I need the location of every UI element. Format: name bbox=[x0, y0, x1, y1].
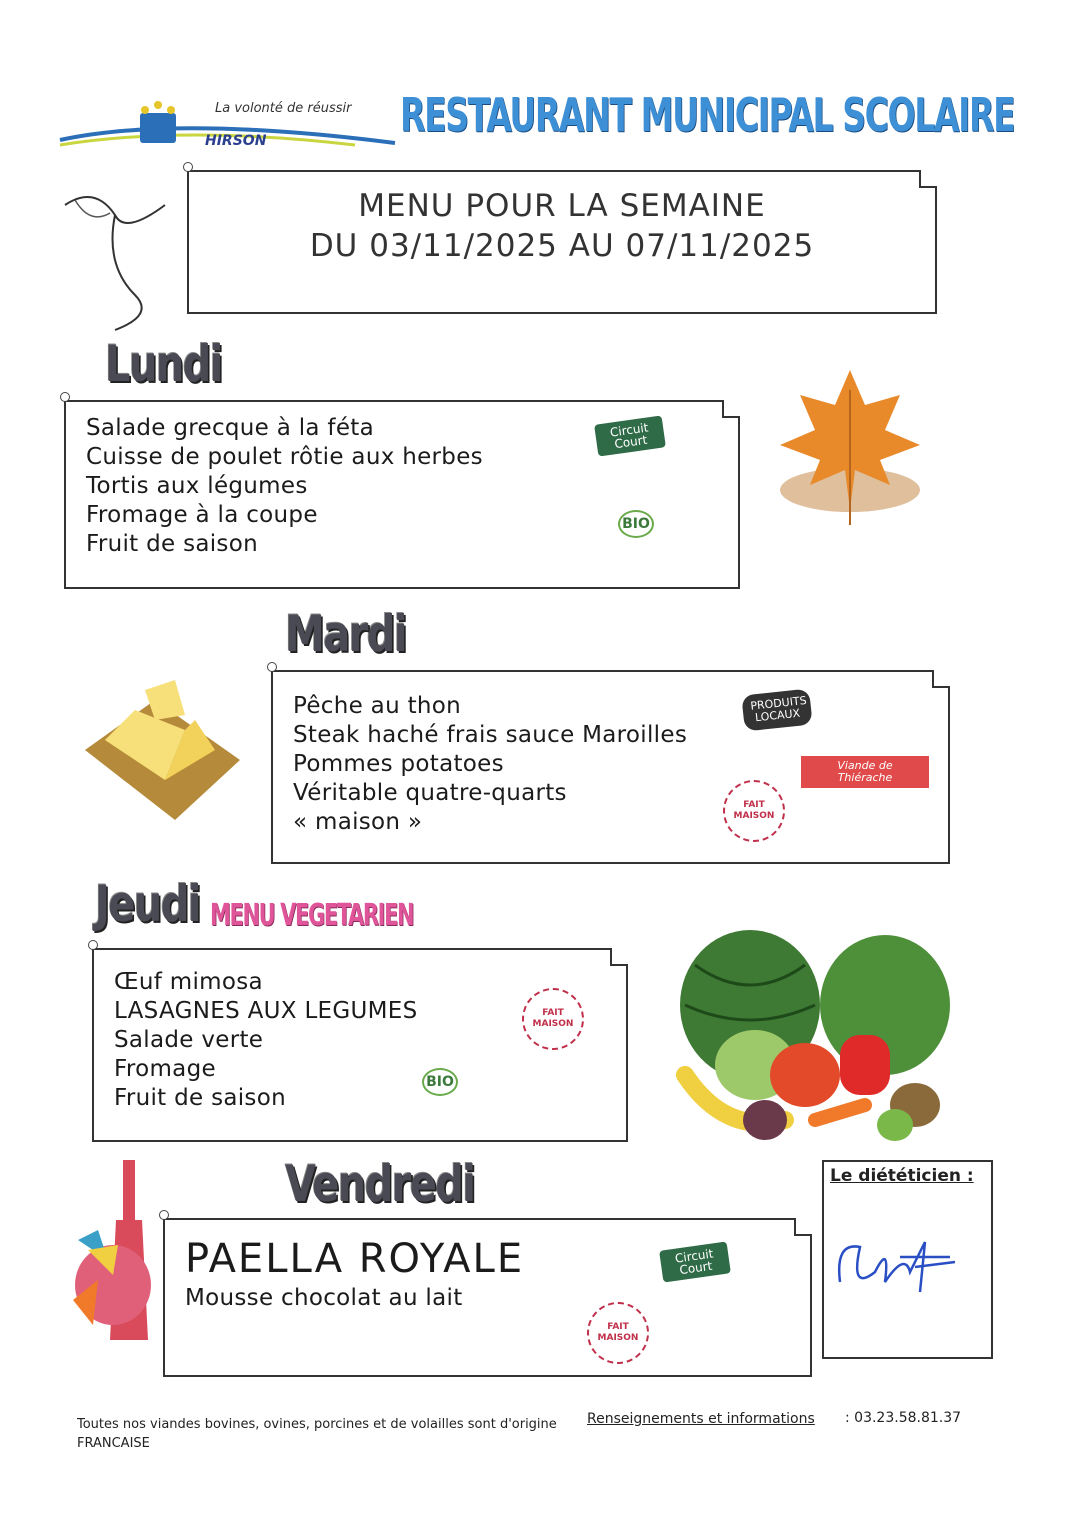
menu-item: Œuf mimosa bbox=[114, 969, 263, 995]
menu-item: Steak haché frais sauce Maroilles bbox=[293, 722, 688, 748]
footer-phone: : 03.23.58.81.37 bbox=[845, 1410, 962, 1426]
menu-item: Salade verte bbox=[114, 1027, 264, 1053]
logo-city: HIRSON bbox=[205, 133, 267, 149]
fait-maison-stamp: FAIT MAISON bbox=[723, 780, 785, 842]
menu-item: Fromage à la coupe bbox=[86, 502, 318, 528]
main-dish: PAELLA ROYALE bbox=[185, 1236, 525, 1282]
menu-item: Pêche au thon bbox=[293, 693, 462, 719]
circuit-court-badge: Circuit Court bbox=[594, 415, 666, 456]
flourish-icon bbox=[55, 175, 175, 335]
footer-info-label: Renseignements et informations bbox=[587, 1411, 815, 1427]
logo bbox=[55, 95, 400, 160]
menu-item: « maison » bbox=[293, 809, 423, 835]
day-title-jeudi: Jeudi bbox=[95, 875, 200, 933]
menu-item: Fruit de saison bbox=[86, 531, 258, 557]
day-title-mardi: Mardi bbox=[285, 605, 406, 663]
menu-box-lundi bbox=[64, 400, 740, 589]
cheese-icon bbox=[75, 670, 245, 830]
day-title-lundi: Lundi bbox=[105, 335, 222, 393]
paella-icon bbox=[68, 1150, 158, 1365]
viande-thierache-badge: Viande de Thiérache bbox=[801, 756, 929, 788]
footer-origin: Toutes nos viandes bovines, ovines, porcines et de volailles sont d'origine FRANCAISE bbox=[77, 1417, 557, 1451]
dietitian-box bbox=[822, 1160, 993, 1359]
menu-item: Fromage bbox=[114, 1056, 216, 1082]
menu-box-mardi bbox=[271, 670, 950, 864]
logo-slogan: La volonté de réussir bbox=[215, 101, 352, 116]
menu-item: Salade grecque à la féta bbox=[86, 415, 374, 441]
menu-item: Mousse chocolat au lait bbox=[185, 1285, 463, 1311]
fait-maison-stamp: FAIT MAISON bbox=[587, 1302, 649, 1364]
vegetarian-tag: MENU VEGETARIEN bbox=[210, 898, 414, 933]
menu-item: Tortis aux légumes bbox=[86, 473, 308, 499]
menu-item: Véritable quatre-quarts bbox=[293, 780, 567, 806]
signature-icon bbox=[830, 1222, 960, 1312]
menu-box-vendredi bbox=[163, 1218, 812, 1377]
produits-locaux-badge: PRODUITS LOCAUX bbox=[741, 689, 812, 732]
day-title-vendredi: Vendredi bbox=[285, 1155, 475, 1213]
menu-item: LASAGNES AUX LEGUMES bbox=[114, 998, 418, 1024]
menu-box-jeudi bbox=[92, 948, 628, 1142]
circuit-court-badge: Circuit Court bbox=[659, 1241, 731, 1282]
menu-item: Pommes potatoes bbox=[293, 751, 504, 777]
menu-item: Cuisse de poulet rôtie aux herbes bbox=[86, 444, 483, 470]
dietitian-label: Le diététicien : bbox=[830, 1166, 974, 1186]
bio-badge: BIO bbox=[618, 510, 654, 538]
page-title: RESTAURANT MUNICIPAL SCOLAIRE bbox=[400, 88, 1015, 142]
fait-maison-stamp: FAIT MAISON bbox=[522, 988, 584, 1050]
vegetables-icon bbox=[665, 925, 965, 1150]
menu-item: Fruit de saison bbox=[114, 1085, 286, 1111]
week-box bbox=[187, 170, 937, 314]
week-line-2: DU 03/11/2025 AU 07/11/2025 bbox=[309, 228, 815, 264]
autumn-leaf-icon bbox=[770, 360, 930, 530]
week-line-1: MENU POUR LA SEMAINE bbox=[358, 188, 766, 224]
bio-badge: BIO bbox=[422, 1068, 458, 1096]
